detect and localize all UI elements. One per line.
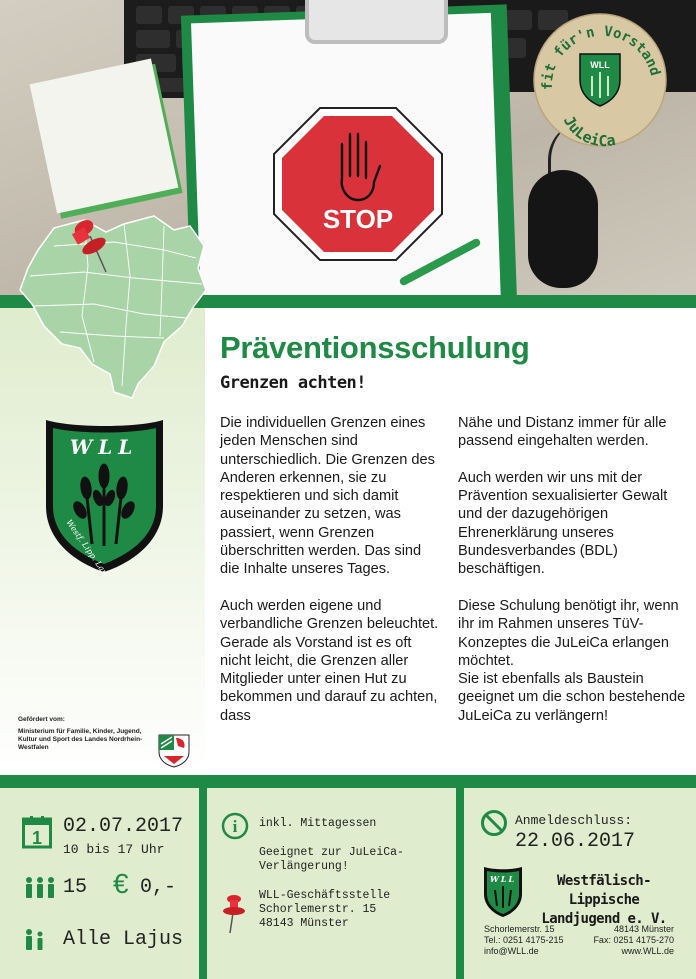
- stamp-bottom-text: JuLeiCa: [559, 112, 617, 150]
- website-link[interactable]: www.WLL.de: [621, 946, 674, 956]
- stop-sign-text: STOP: [322, 204, 394, 234]
- contact-web: [484, 946, 674, 957]
- stop-sign: [270, 104, 446, 264]
- body-paragraph: Auch werden wir uns mit der Prävention sexualisierter Gewalt und der dazugehörigen Ehrenerklärung unseres Bundesverbandes (BDL) beschäftigen.: [458, 469, 668, 578]
- deadline-date: 22.06.2017: [515, 830, 636, 853]
- no-entry-icon: [480, 809, 508, 837]
- venue-line-1: WLL-Geschäftsstelle: [259, 889, 391, 902]
- event-time: 10 bis 17 Uhr: [63, 842, 165, 857]
- wll-logo-icon: [482, 864, 524, 918]
- page-subtitle: Grenzen achten!: [220, 373, 367, 393]
- venue-line-3: 48143 Münster: [259, 917, 349, 930]
- address-line: Schorlemerstr. 15 48143 Münster: [484, 924, 674, 934]
- juleica-info-1: Geeignet zur JuLeiCa-: [259, 846, 404, 859]
- footer-separator: [199, 788, 207, 979]
- people-icon: [24, 929, 46, 951]
- sponsor-ministry: Ministerium für Familie, Kinder, Jugend, Kultur und Sport des Landes Nordrhein-Westfalen: [18, 728, 143, 751]
- computer-mouse: [528, 170, 598, 288]
- page-title: Präventionsschulung: [220, 330, 530, 365]
- juleica-stamp: [530, 10, 670, 150]
- lunch-info: inkl. Mittagessen: [259, 817, 377, 830]
- region-map: [14, 206, 210, 402]
- body-paragraph: Diese Schulung benötigt ihr, wenn ihr im Rahmen unseres TüV-Konzeptes die JuLeiCa erlangen möchtet.: [458, 597, 679, 669]
- target-audience: Alle Lajus: [63, 928, 184, 951]
- group-icon: [24, 877, 56, 899]
- clipboard-clip: [305, 0, 448, 44]
- calendar-icon: [22, 815, 52, 849]
- pushpin-icon: [222, 895, 248, 935]
- deadline-label: Anmeldeschluss:: [515, 813, 633, 828]
- venue-line-2: Schorlemerstr. 15: [259, 903, 377, 916]
- sponsor-label: Gefördert vom:: [18, 716, 65, 723]
- event-date: 02.07.2017: [63, 815, 184, 838]
- svg-text:1: 1: [31, 828, 43, 848]
- org-name-line-1: Westfälisch-Lippische: [557, 873, 651, 908]
- event-price: 0,-: [140, 876, 177, 899]
- juleica-info-2: Verlängerung!: [259, 860, 349, 873]
- info-icon: [221, 812, 249, 840]
- org-name: [528, 872, 680, 929]
- footer-separator: [456, 788, 464, 979]
- nrw-coat-of-arms-icon: [156, 732, 192, 768]
- body-column-2: [458, 414, 688, 743]
- crest-top-text: WLL: [69, 435, 139, 459]
- svg-text:i: i: [232, 817, 238, 836]
- svg-text:WLL: WLL: [489, 874, 517, 884]
- body-paragraph: Auch werden eigene und verbandliche Grenzen beleuchtet. Gerade als Vorstand ist es oft nicht leicht, die Grenzen aller Mitglieder unter einen Hut zu bekommen und darauf zu achten, dass: [220, 597, 439, 724]
- wll-crest: [42, 414, 167, 576]
- contact-phone-fax: Tel.: 0251 4175-215 Fax: 0251 4175-270: [484, 935, 674, 945]
- stamp-arc-text: fit für'n Vorstand: [539, 23, 663, 91]
- sticky-notepad: [30, 59, 179, 214]
- org-name-line-2: Landjugend e. V.: [541, 911, 667, 927]
- body-paragraph: Sie ist ebenfalls als Baustein geeignet um die schon bestehende JuLeiCa zu verlängern!: [458, 671, 686, 724]
- participant-count: 15: [63, 876, 88, 899]
- footer-divider-band: [0, 775, 696, 788]
- body-column-1: [220, 414, 442, 743]
- stamp-badge-text: WLL: [590, 60, 610, 70]
- body-paragraph: Die individuellen Grenzen eines jeden Menschen sind unterschiedlich. Die Grenzen des Anderen erkennen, sie zu respektieren und sich damit auseinander zu setzen, was passiert, wenn Grenzen überschritten werden. Das sind die Inhalte unseres Tages.: [220, 415, 435, 578]
- email-link[interactable]: info@WLL.de: [484, 946, 539, 956]
- body-paragraph: Nähe und Distanz immer für alle passend eingehalten werden.: [458, 415, 667, 450]
- sponsor-block: [18, 716, 163, 752]
- euro-icon: €: [113, 868, 129, 899]
